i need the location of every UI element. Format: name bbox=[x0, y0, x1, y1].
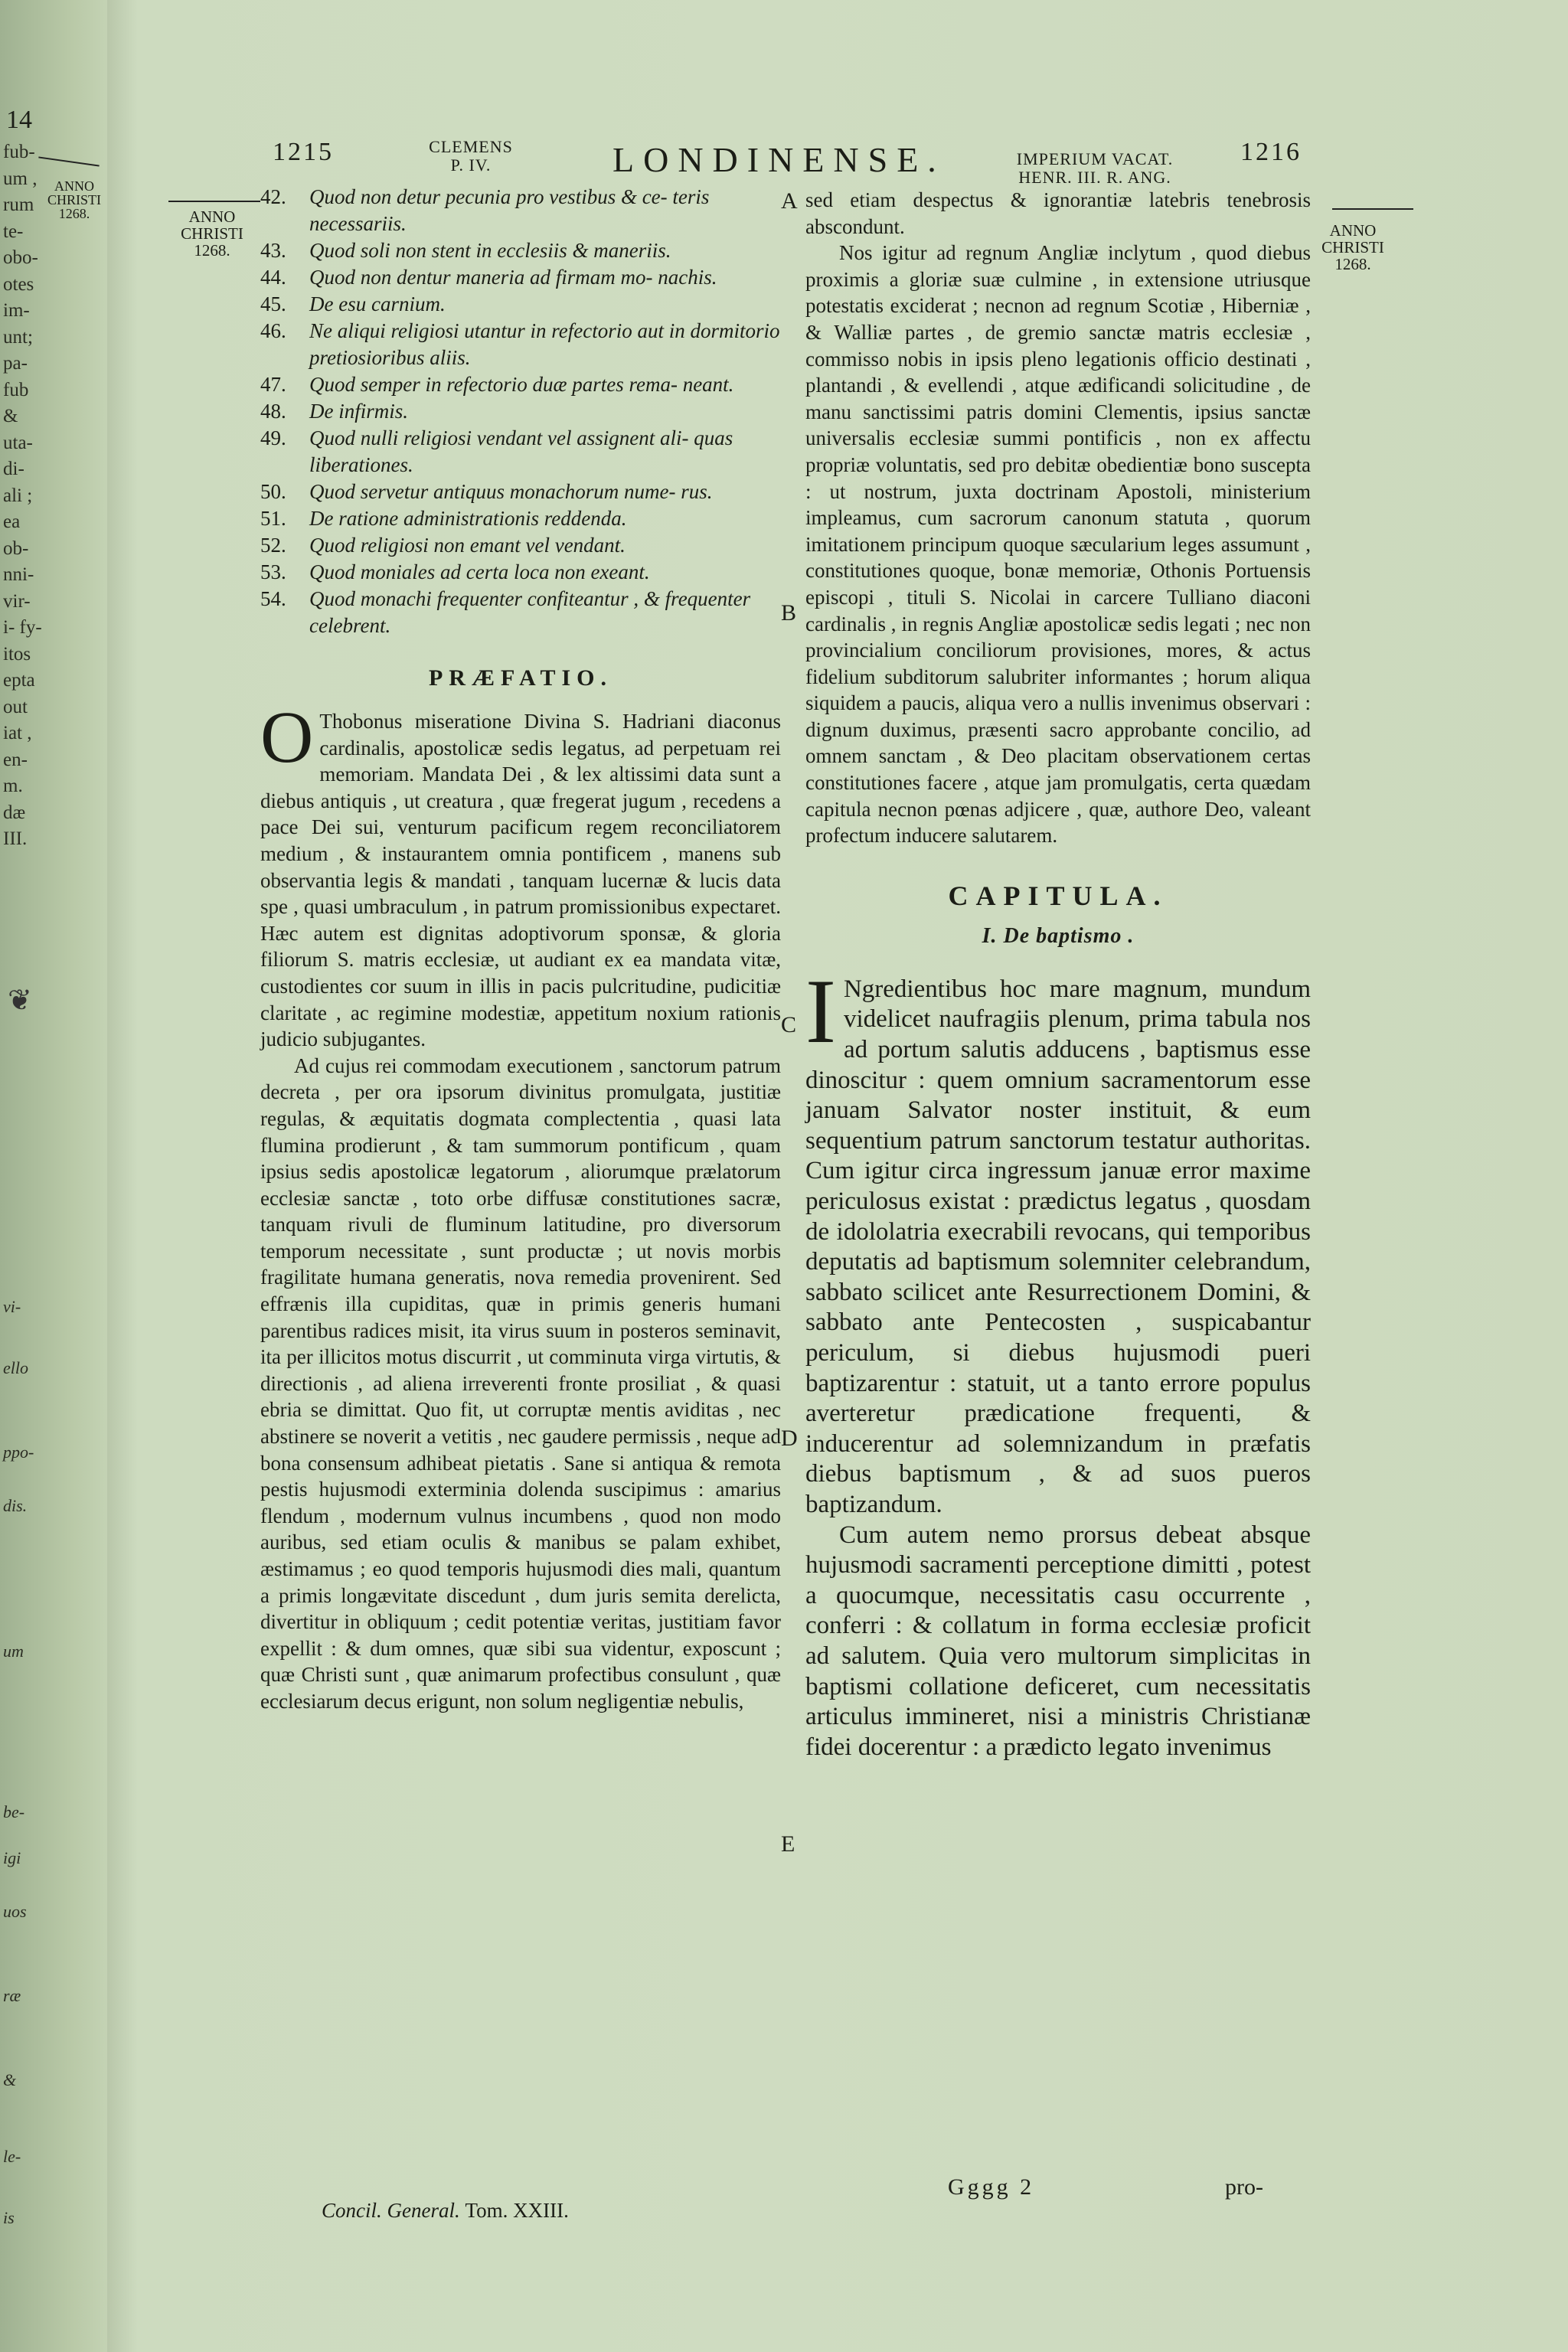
ornament-icon: ❦ bbox=[8, 983, 32, 1017]
chapter-list-item bbox=[260, 398, 781, 425]
running-head-title: LONDINENSE. bbox=[612, 140, 946, 179]
left-page-rule bbox=[38, 156, 99, 166]
chapter-number: 51. bbox=[260, 507, 286, 530]
section-letter-c: C bbox=[781, 1012, 797, 1037]
chapter-title: Quod non dentur maneria ad firmam mo- nachis. bbox=[309, 266, 717, 289]
chapter-title: Quod religiosi non emant vel vendant. bbox=[309, 534, 626, 557]
chapter-list-item bbox=[260, 237, 781, 264]
chapter-list-item bbox=[260, 264, 781, 291]
chapter-number: 42. bbox=[260, 185, 286, 208]
chapter-1-paragraph-2: Cum autem nemo prorsus debeat absque hujusmodi sacramenti perceptione dimitti , potest a quocumque, necessitatis casu occurrente , conferri : & collatum in forma ecclesiæ proficit ad salutem. Quia vero multorum simplicitas in baptismi collatione deficeret, cum necessitatis articulus immineret, nisi a ministris Christianæ fidei docerentur : a prædicto legato invenimus bbox=[805, 1521, 1311, 1761]
left-page-fragment: nni- bbox=[3, 564, 34, 585]
chapter-title: Quod servetur antiquus monachorum nume- rus. bbox=[309, 480, 713, 503]
left-page-fragment: le- bbox=[3, 2147, 21, 2166]
chapter-number: 50. bbox=[260, 480, 286, 503]
left-page-fragment: uta- bbox=[3, 432, 33, 453]
chapter-list-item bbox=[260, 184, 781, 237]
left-page-fragment: ea bbox=[3, 511, 21, 532]
left-page-fragment: fub- bbox=[3, 142, 35, 162]
left-page-fragment: dæ bbox=[3, 802, 26, 823]
praefatio-paragraph-2: Ad cujus rei commodam executionem , sanctorum patrum decreta , per ora ipsorum divinitus promulgata, justitiæ regulas, & æquitatis dogmata complectentia , quasi lata flumina prodierunt , & tam summorum pontificum , quam ipsius sedis apostolicæ legatorum , aliorumque prælatorum ecclesiæ sanctæ , toto orbe diffusæ constitutiones sacræ, tanquam rivuli de fluminum latitudine, pro diversorum temporum necessitate , sunt productæ ; ut novis morbis fragilitate humana generatis, nova remedia provenirent. Sed effrænis illa cupiditas, quæ in primis generis humani parentibus radices misit, ita virus suum in posteros seminavit, ita per illicitos motus discurrit , ut comminuta virga virtutis, & directionis , ad aliena irreverenti fronte prosiliat , & quasi ebria se dimittat. Quo fit, ut corruptæ mentis aviditas , nec abstinere se noverit a vetitis , nec gaudere permissis , neque ad bona consensum adhibeat pietatis . Sane si antiqua & remota pestis hujusmodi exterminia dolenda suscipimus : amarius flendum , modernum vulnus incumbens , quod non modo auribus, sed etiam oculis & manibus se palam exhibet, æstimamus ; eo quod temporis hujusmodi dies mali, quantum a primis longævitate discedunt , dum juris semita derelicta, divertitur in obliquum ; cedit potentiæ veritas, justitiam favor expellit : & dum omnes, quæ sibi sua videntur, exposcunt ; quæ Christi sunt , quæ animarum profectibus consulunt , quæ ecclesiarum decus erigunt, non solum negligentiæ nebulis, bbox=[260, 1054, 781, 1713]
chapter-title: Quod monachi frequenter confiteantur , & frequenter celebrent. bbox=[309, 587, 751, 637]
chapter-title: De ratione administrationis reddenda. bbox=[309, 507, 627, 530]
left-page-fragment: vir- bbox=[3, 590, 31, 612]
running-head-imperium: IMPERIUM VACAT. HENR. III. R. ANG. bbox=[1016, 149, 1174, 187]
drop-cap-o: O bbox=[260, 696, 314, 778]
chapter-1-heading: I. De baptismo . bbox=[982, 923, 1135, 948]
left-page-fragment: di- bbox=[3, 459, 24, 479]
chapter-number: 44. bbox=[260, 266, 286, 289]
left-page-fragment: um , bbox=[3, 168, 38, 189]
capitula-heading: CAPITULA. bbox=[948, 880, 1168, 911]
left-page-fragment: um bbox=[3, 1642, 24, 1661]
chapter-list-item bbox=[260, 318, 781, 371]
left-page-fragment: ppo- bbox=[3, 1442, 34, 1462]
left-page-fragment: ræ bbox=[3, 1986, 21, 2005]
chapter-title: Quod moniales ad certa loca non exeant. bbox=[309, 560, 650, 583]
chapter-list-item bbox=[260, 559, 781, 586]
left-page-strip bbox=[0, 0, 115, 2352]
left-page-fragment: fub bbox=[3, 379, 29, 400]
chapter-title: Ne aliqui religiosi utantur in refectorio aut in dormitorio pretiosioribus aliis. bbox=[309, 319, 780, 369]
section-letter-e: E bbox=[781, 1831, 795, 1857]
left-page-fragment: im- bbox=[3, 300, 30, 321]
chapter-number: 46. bbox=[260, 319, 286, 342]
left-page-fragment: iat , bbox=[3, 723, 32, 743]
chapter-title: De infirmis. bbox=[309, 400, 409, 423]
left-page-fragment: epta bbox=[3, 670, 35, 691]
left-page-fragment: ali ; bbox=[3, 485, 33, 506]
chapter-number: 47. bbox=[260, 373, 286, 396]
chapter-title: De esu carnium. bbox=[309, 292, 446, 315]
left-column bbox=[260, 184, 781, 1715]
signature-mark: Gggg 2 bbox=[948, 2174, 1035, 2200]
chapter-list-item bbox=[260, 371, 781, 398]
right-paragraph-1: sed etiam despectus & ignorantiæ latebris tenebrosis abscondunt. bbox=[805, 188, 1311, 238]
left-page-fragment: & bbox=[3, 2070, 17, 2089]
left-page-anno: ANNO CHRISTI 1268. bbox=[47, 178, 102, 221]
left-page-fragment: ob- bbox=[3, 537, 29, 559]
praefatio-heading: PRÆFATIO. bbox=[428, 665, 613, 691]
left-page-fragment: i- fy- bbox=[3, 617, 42, 638]
left-page-fragment: igi bbox=[3, 1848, 21, 1867]
chapter-list-item bbox=[260, 479, 781, 505]
left-page-fragment: ello bbox=[3, 1358, 28, 1377]
chapter-list-item bbox=[260, 532, 781, 559]
left-page-fragment: obo- bbox=[3, 247, 38, 268]
footer-source: Concil. General. Tom. XXIII. bbox=[322, 2199, 569, 2222]
chapter-list-item bbox=[260, 505, 781, 532]
left-page-fragment: pa- bbox=[3, 353, 28, 374]
left-page-fragment: III. bbox=[3, 828, 28, 849]
left-page-fragment: itos bbox=[3, 643, 31, 665]
drop-cap-i: I bbox=[805, 959, 836, 1062]
chapter-list-item bbox=[260, 291, 781, 318]
page-number-left: 1215 bbox=[273, 138, 334, 166]
chapter-number: 45. bbox=[260, 292, 286, 315]
left-page-fragment: rum bbox=[3, 194, 34, 215]
left-page-fragment: otes bbox=[3, 273, 34, 295]
chapter-list-item bbox=[260, 425, 781, 479]
left-page-fragment: vi- bbox=[3, 1297, 21, 1316]
margin-anno-right: ANNO CHRISTI 1268. bbox=[1321, 221, 1384, 273]
left-page-fragment: is bbox=[3, 2208, 15, 2227]
section-letter-a: A bbox=[781, 188, 798, 214]
chapter-number: 48. bbox=[260, 400, 286, 423]
right-paragraph-2: Nos igitur ad regnum Angliæ inclytum , quod diebus proximis a gloriæ suæ culmine , in extensione utriusque potestatis exciderat ; necnon ad regnum Scotiæ , Hiberniæ , & Walliæ partes , de gremio sanctæ matris ecclesiæ , commisso nobis in ipsis pleno legationis officio destinati , plantandi , & evellendi , atque ædificandi solicitudine , de manu sanctissimi patris domini Clementis, ipsius sanctæ universalis ecclesiæ summi pontificis , non ex affectu propriæ voluntatis, sed pro debitæ obedientiæ bono suscepta : ut nostrum, juxta doctrinam Apostoli, ministerium impleamus, cum sacrorum canonum statuta , quorum imitationem principum quoque sæcularium leges assumunt , constitutiones quoque, bonæ memoriæ, Othonis Portuensis episcopi , tituli S. Nicolai in carcere Tulliano diaconi cardinalis , in regnis Angliæ apostolicæ sedis legati ; nec non provincialium conciliorum provisiones, mores, & actus fidelium subditorum salubriter informantes ; horum aliqua siquidem a paucis, aliqua vero a nullis invenimus observari : dignum duximus, præsenti sacro approbante concilio, ad omnem sanctam , & Deo placitam observationem certas constitutiones facere , atque jam promulgatis, certa quædam capitula necnon pœnas adjicere , quæ, authore Deo, valeant profectum inducere salutarem. bbox=[805, 241, 1311, 848]
running-head-clemens: CLEMENS P. IV. bbox=[429, 137, 513, 175]
left-page-fragment: be- bbox=[3, 1802, 25, 1821]
chapter-title: Quod nulli religiosi vendant vel assignent ali- quas liberationes. bbox=[309, 426, 733, 476]
left-page-fragment: & bbox=[3, 406, 18, 426]
margin-rule-left bbox=[168, 201, 260, 202]
margin-rule-right bbox=[1332, 208, 1413, 210]
chapter-title: Quod soli non stent in ecclesiis & maneriis. bbox=[309, 239, 671, 262]
chapter-number: 53. bbox=[260, 560, 286, 583]
left-page-fragment: m. bbox=[3, 776, 23, 796]
chapter-number: 49. bbox=[260, 426, 286, 449]
chapter-title: Quod semper in refectorio duæ partes rema- neant. bbox=[309, 373, 734, 396]
left-page-fragment: en- bbox=[3, 749, 28, 770]
left-page-fragment: uos bbox=[3, 1902, 27, 1921]
margin-anno-left: ANNO CHRISTI 1268. bbox=[181, 207, 243, 260]
catchword: pro- bbox=[1225, 2174, 1263, 2200]
left-page-number: 14 bbox=[6, 106, 32, 134]
chapter-number: 43. bbox=[260, 239, 286, 262]
praefatio-paragraph-1: O Thobonus miseratione Divina S. Hadriani diaconus cardinalis, apostolicæ sedis legatus, ad perpetuam rei memoriam. Mandata Dei , & lex altissimi data sunt a diebus antiquis , ut creatura , quæ fregerat jugum , recedens a pace Dei sui, venturum pacificum regem reconciliatorem medium , & instaurantem omnia pontificem , manens sub observantia legis & mandati , tanquam lucernæ & lucis data spe , quasi umbraculum , in patrum promissionibus expectaret. Hæc autem est dignitas adoptivorum sponsæ, & gloria filiorum S. matris ecclesiæ, ut audiant ex ea mandata vitæ, custodientes cor suum in illis in pacis pulcritudine, pudicitiæ claritate , ac regimine modestiæ, appetitum noxium rationis judicio subjugantes. bbox=[260, 696, 781, 1051]
left-page-fragment: te- bbox=[3, 220, 24, 242]
left-page-fragment: out bbox=[3, 696, 28, 717]
chapter-number: 52. bbox=[260, 534, 286, 557]
section-letter-d: D bbox=[781, 1426, 798, 1451]
page-number-right: 1216 bbox=[1240, 138, 1302, 166]
left-page-fragment: dis. bbox=[3, 1496, 28, 1515]
section-letter-b: B bbox=[781, 600, 797, 626]
chapter-list-item bbox=[260, 586, 781, 639]
left-page-fragment: unt; bbox=[3, 326, 33, 348]
chapter-number: 54. bbox=[260, 587, 286, 610]
chapter-title: Quod non detur pecunia pro vestibus & ce- teris necessariis. bbox=[309, 185, 710, 235]
right-column bbox=[805, 187, 1311, 1762]
chapter-1-paragraph-1: I Ngredientibus hoc mare magnum, mundum videlicet naufragiis plenum, prima tabula nos ad portum salutis adducens , baptismus esse dinoscitur : quem omnium sacramentorum esse januam Salvator noster instituit, & eum sequentium patrum sanctorum testatur authoritas. Cum igitur circa ingressum januæ error maxime periculosus existat : prædictus legatus , quosdam de idololatria execrabili revocans, qui temporibus deputatis ad baptismum solemniter celebrandum, sabbato scilicet ante Resurrectionem Domini, & sabbato ante Pentecosten , suspicabantur periculum, si diebus hujusmodi pueri baptizarentur : statuit, ut a tanto errore populus averteretur prædicatione frequenti, & inducerentur ad solemnizandum in præfatis diebus baptismum , & ad suos pueros baptizandum. bbox=[805, 959, 1311, 1518]
chapter-list bbox=[260, 184, 781, 639]
